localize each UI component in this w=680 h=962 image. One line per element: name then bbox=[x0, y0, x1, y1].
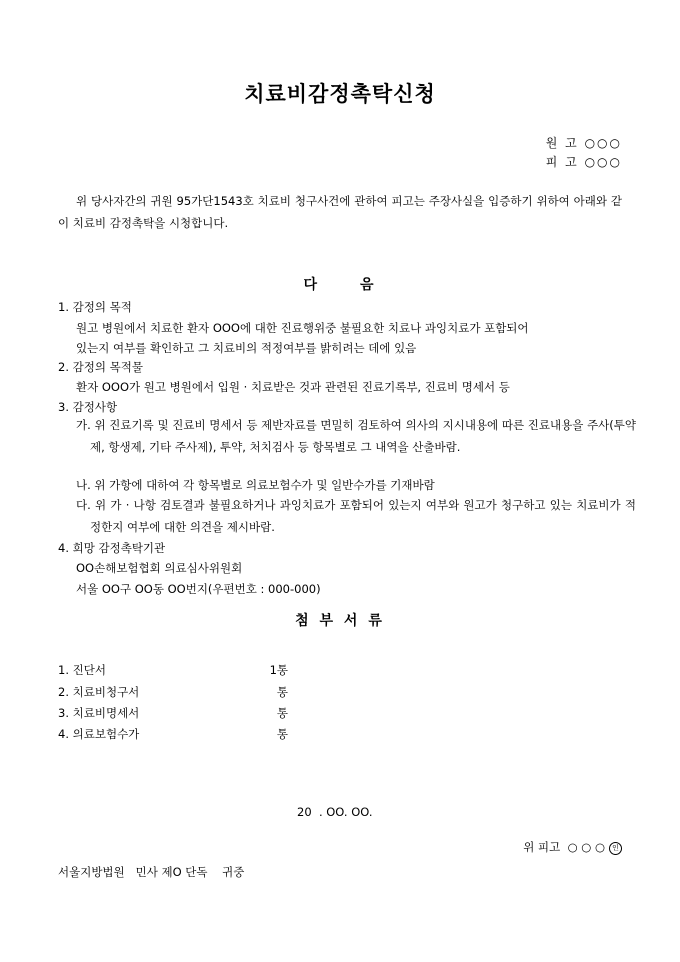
court-addressee: 서울지방법원 민사 제O 단독 귀중 bbox=[58, 865, 245, 879]
intro-paragraph: 위 당사자간의 귀원 95가단1543호 치료비 청구사건에 관하여 피고는 주장사실을 입증하기 위하여 아래와 같이 치료비 감정촉탁을 시청합니다. bbox=[58, 194, 622, 230]
attachment-qty: 1통 bbox=[269, 663, 288, 677]
heading-left: 다 bbox=[303, 277, 320, 293]
section-4-line-2: 서울 OO구 OO동 OO번지(우편번호 : 000-000) bbox=[76, 582, 321, 596]
attachment-name: 3. 치료비명세서 bbox=[58, 706, 140, 720]
attachment-name: 2. 치료비청구서 bbox=[58, 685, 140, 699]
seal-icon: 인 bbox=[609, 842, 622, 855]
section-1-line-2: 있는지 여부를 확인하고 그 치료비의 적정여부를 밝히려는 데에 있음 bbox=[76, 341, 417, 355]
section-3-item-a: 가. 위 진료기록 및 진료비 명세서 등 제반자료를 면밀히 검토하여 의사의 지시내용에 따른 진료내용을 주사(투약제, 항생제, 기타 주사제), 투약, 처치검사 등 항목별로 그 내역을 산출바람. bbox=[76, 418, 636, 454]
section-3-title: 3. 감정사항 bbox=[58, 400, 118, 414]
attachments-heading: 첨 부 서 류 bbox=[295, 613, 385, 629]
section-1-title: 1. 감정의 목적 bbox=[58, 300, 132, 314]
attachment-qty: 통 bbox=[276, 706, 288, 720]
plaintiff-line: 원 고 ○○○ bbox=[545, 136, 622, 150]
signature-line bbox=[516, 825, 622, 855]
filing-date: 20 . OO. OO. bbox=[297, 805, 373, 819]
section-2-title: 2. 감정의 목적물 bbox=[58, 360, 143, 374]
signer-name: 위 피고 ○ ○ ○ bbox=[523, 840, 605, 854]
attachment-name: 4. 의료보험수가 bbox=[58, 727, 140, 741]
attachment-qty: 통 bbox=[276, 685, 288, 699]
section-3-item-b: 나. 위 가항에 대하여 각 항목별로 의료보험수가 및 일반수가를 기재바람 bbox=[76, 478, 435, 492]
document-title: 치료비감정촉탁신청 bbox=[244, 82, 436, 106]
attachment-name: 1. 진단서 bbox=[58, 663, 106, 677]
notice-heading bbox=[0, 274, 680, 294]
heading-right: 음 bbox=[360, 277, 377, 293]
defendant-line: 피 고 ○○○ bbox=[545, 155, 622, 169]
section-2-line-1: 환자 OOO가 원고 병원에서 입원 · 치료받은 것과 관련된 진료기록부, 진료비 명세서 등 bbox=[76, 380, 510, 394]
section-4-title: 4. 희망 감정촉탁기관 bbox=[58, 541, 166, 555]
section-3-item-c: 다. 위 가 · 나항 검토결과 불필요하거나 과잉치료가 포함되어 있는지 여부와 원고가 청구하고 있는 치료비가 적정한지 여부에 대한 의견을 제시바람. bbox=[76, 498, 636, 534]
section-4-line-1: OO손해보험협회 의료심사위원회 bbox=[76, 561, 243, 575]
section-1-line-1: 원고 병원에서 치료한 환자 OOO에 대한 진료행위중 불필요한 치료나 과잉치료가 포함되어 bbox=[76, 321, 529, 335]
attachment-qty: 통 bbox=[276, 727, 288, 741]
